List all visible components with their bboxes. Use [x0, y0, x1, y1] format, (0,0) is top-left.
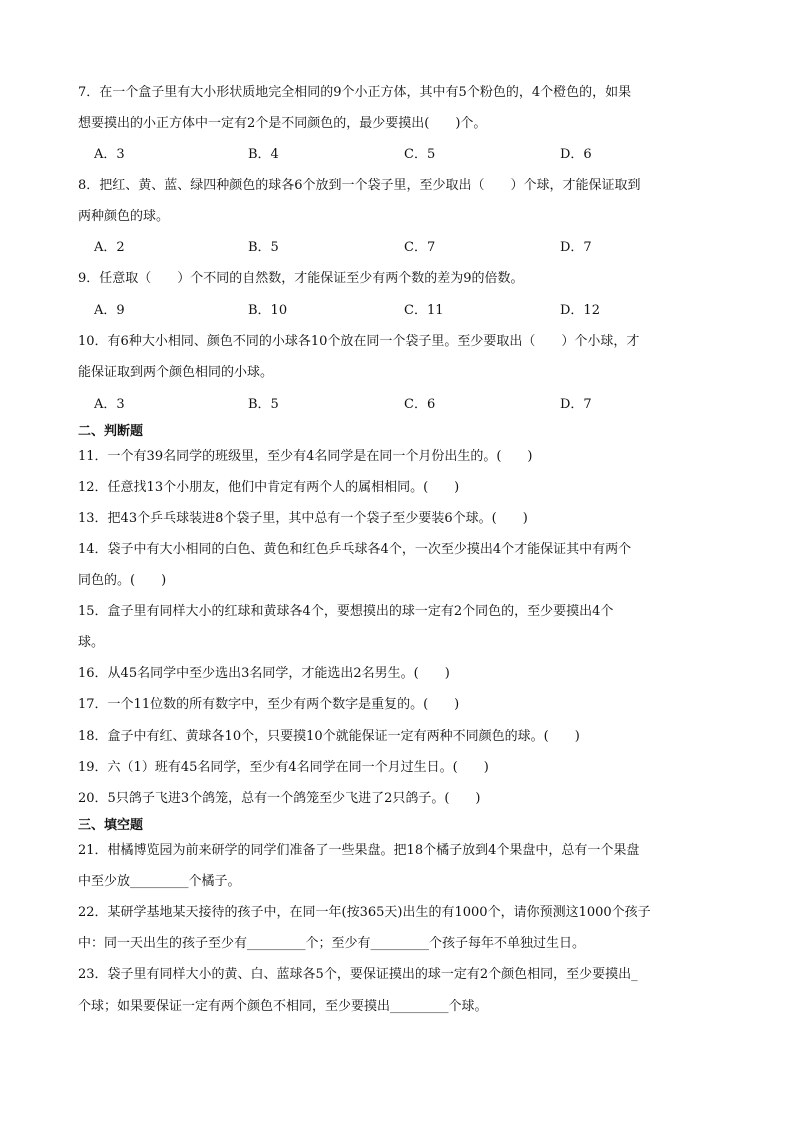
question-12: 12．任意找13个小朋友，他们中肯定有两个人的属相相同。( )	[78, 480, 460, 495]
option-c[interactable]: C．7	[404, 240, 436, 255]
question-8-options	[94, 239, 754, 257]
question-21-line-1: 21．柑橘博览园为前来研学的同学们准备了一些果盘。把18个橘子放到4个果盘中，总有一个果盘	[78, 843, 640, 858]
question-10-line-1: 10．有6种大小相同、颜色不同的小球各10个放在同一个袋子里。至少要取出（ ）个小球，才	[78, 334, 640, 349]
question-11: 11．一个有39名同学的班级里，至少有4名同学是在同一个月份出生的。( )	[78, 449, 533, 464]
question-9-line-1: 9．任意取（ ）个不同的自然数，才能保证至少有两个数的差为9的倍数。	[78, 271, 524, 286]
option-a[interactable]: A．3	[94, 147, 125, 162]
option-c[interactable]: C．11	[404, 303, 444, 318]
question-8-line-1: 8．把红、黄、蓝、绿四种颜色的球各6个放到一个袋子里，至少取出（ ）个球，才能保证取到	[78, 178, 641, 193]
option-d[interactable]: D．7	[560, 397, 592, 412]
option-a[interactable]: A．3	[94, 397, 125, 412]
option-a[interactable]: A．2	[94, 240, 125, 255]
question-10-options	[94, 396, 754, 414]
question-19: 19．六（1）班有45名同学，至少有4名同学在同一个月过生日。( )	[78, 760, 489, 775]
option-b[interactable]: B．5	[248, 240, 279, 255]
section-heading-judgement: 二、判断题	[78, 424, 144, 439]
question-15-line-1: 15．盒子里有同样大小的红球和黄球各4个，要想摸出的球一定有2个同色的，至少要摸出4个	[78, 604, 614, 619]
option-b[interactable]: B．10	[248, 303, 288, 318]
question-20: 20．5只鸽子飞进3个鸽笼，总有一个鸽笼至少飞进了2只鸽子。( )	[78, 791, 481, 806]
question-10-line-2: 能保证取到两个颜色相同的小球。	[78, 365, 274, 380]
question-17: 17．一个11位数的所有数字中，至少有两个数字是重复的。( )	[78, 697, 460, 712]
question-7-options	[94, 146, 754, 164]
question-18: 18．盒子中有红、黄球各10个，只要摸10个就能保证一定有两种不同颜色的球。( )	[78, 729, 580, 744]
question-8-line-2: 两种颜色的球。	[78, 209, 170, 224]
question-9-options	[94, 302, 754, 320]
option-b[interactable]: B．5	[248, 397, 279, 412]
option-b[interactable]: B．4	[248, 147, 279, 162]
question-13: 13．把43个乒乓球装进8个袋子里，其中总有一个袋子至少要装6个球。( )	[78, 511, 528, 526]
question-23-line-2: 个球；如果要保证一定有两个颜色不相同，至少要摸出_________个球。	[78, 999, 488, 1014]
question-21-line-2: 中至少放_________个橘子。	[78, 874, 241, 889]
question-16: 16．从45名同学中至少选出3名同学，才能选出2名男生。( )	[78, 666, 450, 681]
section-heading-fill-in: 三、填空题	[78, 818, 144, 833]
question-14-line-1: 14．袋子中有大小相同的白色、黄色和红色乒乓球各4个，一次至少摸出4个才能保证其中有两个	[78, 542, 632, 557]
option-d[interactable]: D．6	[560, 147, 592, 162]
option-d[interactable]: D．12	[560, 303, 600, 318]
option-c[interactable]: C．6	[404, 397, 436, 412]
question-7-line-2: 想要摸出的小正方体中一定有2个是不同颜色的，最少要摸出( )个。	[78, 116, 487, 131]
option-d[interactable]: D．7	[560, 240, 592, 255]
question-22-line-2: 中：同一天出生的孩子至少有_________个；至少有_________个孩子每年不单独过生日。	[78, 936, 586, 951]
question-22-line-1: 22．某研学基地某天接待的孩子中，在同一年(按365天)出生的有1000个，请你预测这1000个孩子	[78, 905, 651, 920]
option-a[interactable]: A．9	[94, 303, 125, 318]
question-7-line-1: 7．在一个盒子里有大小形状质地完全相同的9个小正方体，其中有5个粉色的，4个橙色的，如果	[78, 85, 632, 100]
option-c[interactable]: C．5	[404, 147, 436, 162]
question-23-line-1: 23．袋子里有同样大小的黄、白、蓝球各5个，要保证摸出的球一定有2个颜色相同，至少要摸出_	[78, 967, 638, 982]
question-15-line-2: 球。	[78, 635, 105, 650]
question-14-line-2: 同色的。( )	[78, 573, 167, 588]
